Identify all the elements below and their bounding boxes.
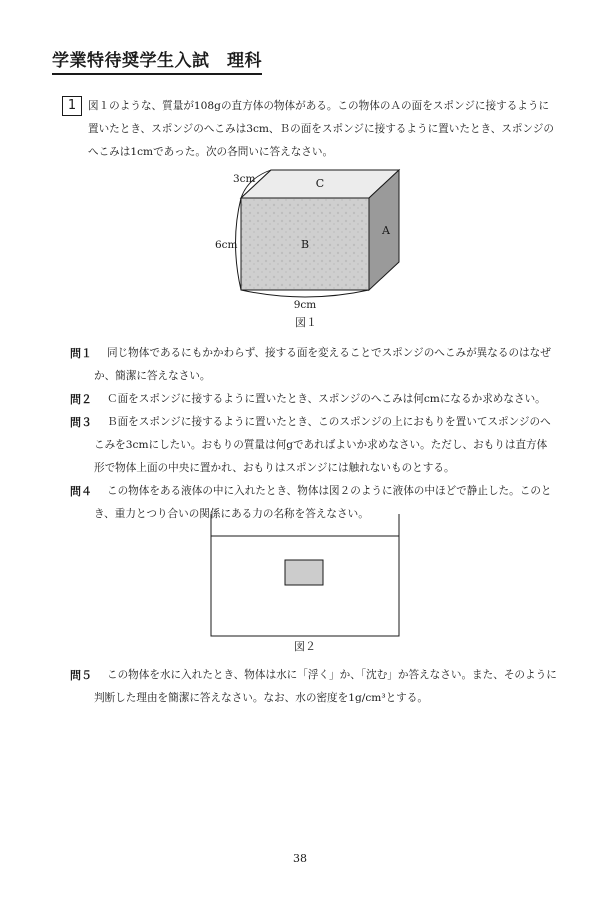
- q1-label: 問１: [70, 347, 92, 360]
- problem-intro: 図１のような、質量が108gの直方体の物体がある。この物体のＡの面をスポンジに接するように置いたとき、スポンジのへこみは3cm、Ｂの面をスポンジに接するように置いたとき、スポンジのへこみは1cmであった。次の各問いに答えなさい。: [88, 100, 555, 158]
- face-c-label: C: [315, 177, 325, 190]
- q5-label: 問５: [70, 669, 92, 682]
- dim-depth-label: 3cm: [233, 173, 256, 185]
- floating-object: [285, 560, 323, 585]
- figure2-container: [205, 514, 405, 639]
- dim-width-label: 9cm: [293, 299, 317, 311]
- q2-label: 問２: [70, 393, 92, 406]
- q4-label: 問４: [70, 485, 92, 498]
- q3-text: Ｂ面をスポンジに接するように置いたとき、このスポンジの上におもりを置いてスポンジのへこみを3cmにしたい。おもりの質量は何gであればよいか求めなさい。ただし、おもりは直方体形で物体上面の中央に置かれ、おもりはスポンジには触れないものとする。: [94, 416, 551, 474]
- page-number: 38: [293, 852, 307, 865]
- q5-text: この物体を水に入れたとき、物体は水に「浮く」か、「沈む」か答えなさい。また、そのように判断した理由を簡潔に答えなさい。なお、水の密度を1g/cm³とする。: [94, 669, 557, 704]
- problem-number-box: 1: [62, 96, 82, 116]
- q1-text: 同じ物体であるにもかかわらず、接する面を変えることでスポンジのへこみが異なるのはなぜか、簡潔に答えなさい。: [94, 347, 551, 382]
- q3-label: 問３: [70, 416, 92, 429]
- face-a-label: A: [382, 224, 390, 237]
- dim-height-label: 6cm: [215, 239, 238, 251]
- page-title: 学業特待奨学生入試 理科: [52, 46, 262, 75]
- figure1-cuboid: [200, 162, 420, 312]
- q2-text: Ｃ面をスポンジに接するように置いたとき、スポンジのへこみは何cmになるか求めなさい。: [107, 393, 546, 405]
- q4-text: この物体をある液体の中に入れたとき、物体は図２のように液体の中ほどで静止した。このとき、重力とつり合いの関係にある力の名称を答えなさい。: [94, 485, 552, 520]
- face-b-label: B: [300, 238, 310, 251]
- figure1-caption: 図１: [295, 316, 317, 329]
- figure2-caption: 図２: [294, 640, 316, 653]
